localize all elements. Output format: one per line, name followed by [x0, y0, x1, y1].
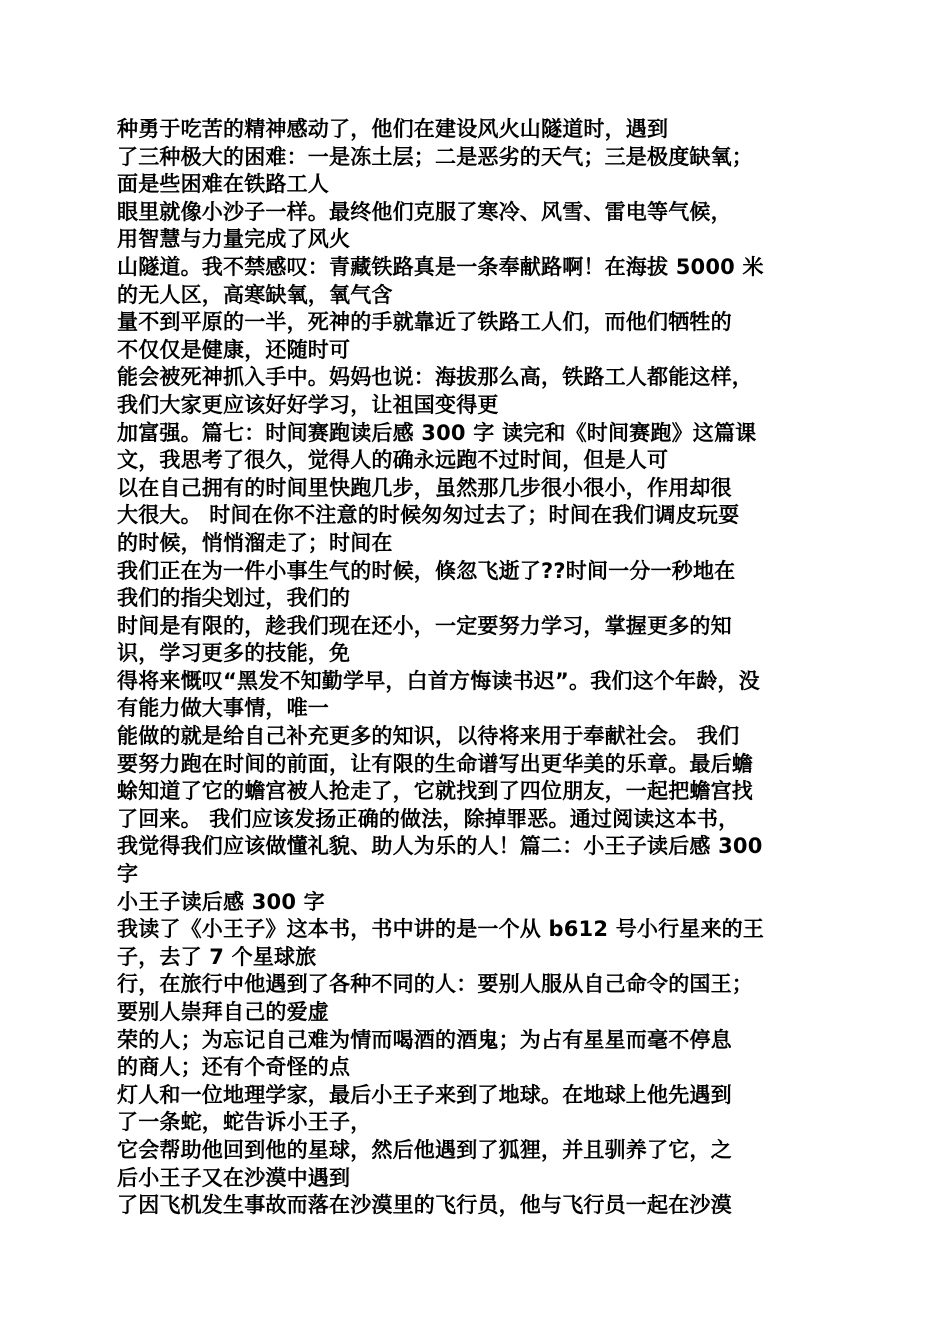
text-line: 山隧道。我不禁感叹：青藏铁路真是一条奉献路啊！在海拔 5000 米: [117, 254, 764, 279]
text-line: 它会帮助他回到他的星球，然后他遇到了狐狸，并且驯养了它，之: [117, 1137, 732, 1162]
text-line: 能做的就是给自己补充更多的知识，以待将来用于奉献社会。 我们: [117, 724, 740, 749]
text-line: 了因飞机发生事故而落在沙漠里的飞行员，他与飞行员一起在沙漠: [117, 1193, 732, 1218]
text-line: 以在自己拥有的时间里快跑几步，虽然那几步很小很小，作用却很: [117, 475, 732, 500]
text-line: 荣的人；为忘记自己难为情而喝酒的酒鬼；为占有星星而毫不停息: [117, 1027, 732, 1052]
text-line: 用智慧与力量完成了风火: [117, 227, 351, 252]
text-line: 的时候，悄悄溜走了；时间在: [117, 530, 393, 555]
text-line: 我们大家更应该好好学习，让祖国变得更: [117, 392, 499, 417]
text-line: 要努力跑在时间的前面，让有限的生命谱写出更华美的乐章。最后蟾: [117, 751, 753, 776]
text-line: 字: [117, 862, 139, 887]
text-line: 文，我思考了很久，觉得人的确永远跑不过时间，但是人可: [117, 448, 669, 473]
text-line: 我们的指尖划过，我们的: [117, 586, 351, 611]
text-line: 大很大。 时间在你不注意的时候匆匆过去了；时间在我们调皮玩耍: [117, 503, 740, 528]
text-line: 得将来慨叹“黑发不知勤学早，白首方悔读书迟”。我们这个年龄，没: [117, 668, 760, 693]
text-line: 我们正在为一件小事生气的时候，倏忽飞逝了??时间一分一秒地在: [117, 558, 736, 583]
text-line: 有能力做大事情，唯一: [117, 696, 329, 721]
text-line: 子，去了 7 个星球旅: [117, 944, 317, 969]
text-line: 识，学习更多的技能，免: [117, 641, 351, 666]
text-line: 加富强。篇七：时间赛跑读后感 300 字 读完和《时间赛跑》这篇课: [117, 420, 757, 445]
text-line: 的商人；还有个奇怪的点: [117, 1055, 351, 1080]
text-line: 小王子读后感 300 字: [117, 889, 325, 914]
body-text: [117, 116, 835, 1220]
text-line: 种勇于吃苦的精神感动了，他们在建设风火山隧道时，遇到: [117, 117, 669, 141]
text-line: 我觉得我们应该做懂礼貌、助人为乐的人！篇二：小王子读后感 300: [117, 834, 763, 859]
text-line: 行，在旅行中他遇到了各种不同的人：要别人服从自己命令的国王；: [117, 972, 753, 997]
text-line: 量不到平原的一半，死神的手就靠近了铁路工人们，而他们牺牲的: [117, 310, 732, 335]
text-line: 面是些困难在铁路工人: [117, 172, 329, 197]
text-line: 的无人区，高寒缺氧，氧气含: [117, 282, 393, 307]
text-line: 灯人和一位地理学家，最后小王子来到了地球。在地球上他先遇到: [117, 1082, 732, 1107]
text-line: 后小王子又在沙漠中遇到: [117, 1165, 351, 1190]
text-line: 眼里就像小沙子一样。最终他们克服了寒冷、风雪、雷电等气候，: [117, 199, 732, 224]
text-line: 不仅仅是健康，还随时可: [117, 337, 351, 362]
text-line: 了回来。 我们应该发扬正确的做法，除掉罪恶。通过阅读这本书，: [117, 806, 740, 831]
text-line: 要别人崇拜自己的爱虚: [117, 1000, 329, 1024]
text-line: 了三种极大的困难：一是冻土层；二是恶劣的天气；三是极度缺氧；: [117, 144, 753, 169]
text-line: 时间是有限的，趁我们现在还小，一定要努力学习，掌握更多的知: [117, 613, 732, 638]
text-line: 能会被死神抓入手中。妈妈也说：海拔那么高，铁路工人都能这样，: [117, 365, 753, 390]
text-line: 了一条蛇，蛇告诉小王子，: [117, 1110, 372, 1135]
text-line: 蜍知道了它的蟾宫被人抢走了，它就找到了四位朋友，一起把蟾宫找: [117, 779, 753, 804]
text-line: 我读了《小王子》这本书，书中讲的是一个从 b612 号小行星来的王: [117, 917, 765, 942]
